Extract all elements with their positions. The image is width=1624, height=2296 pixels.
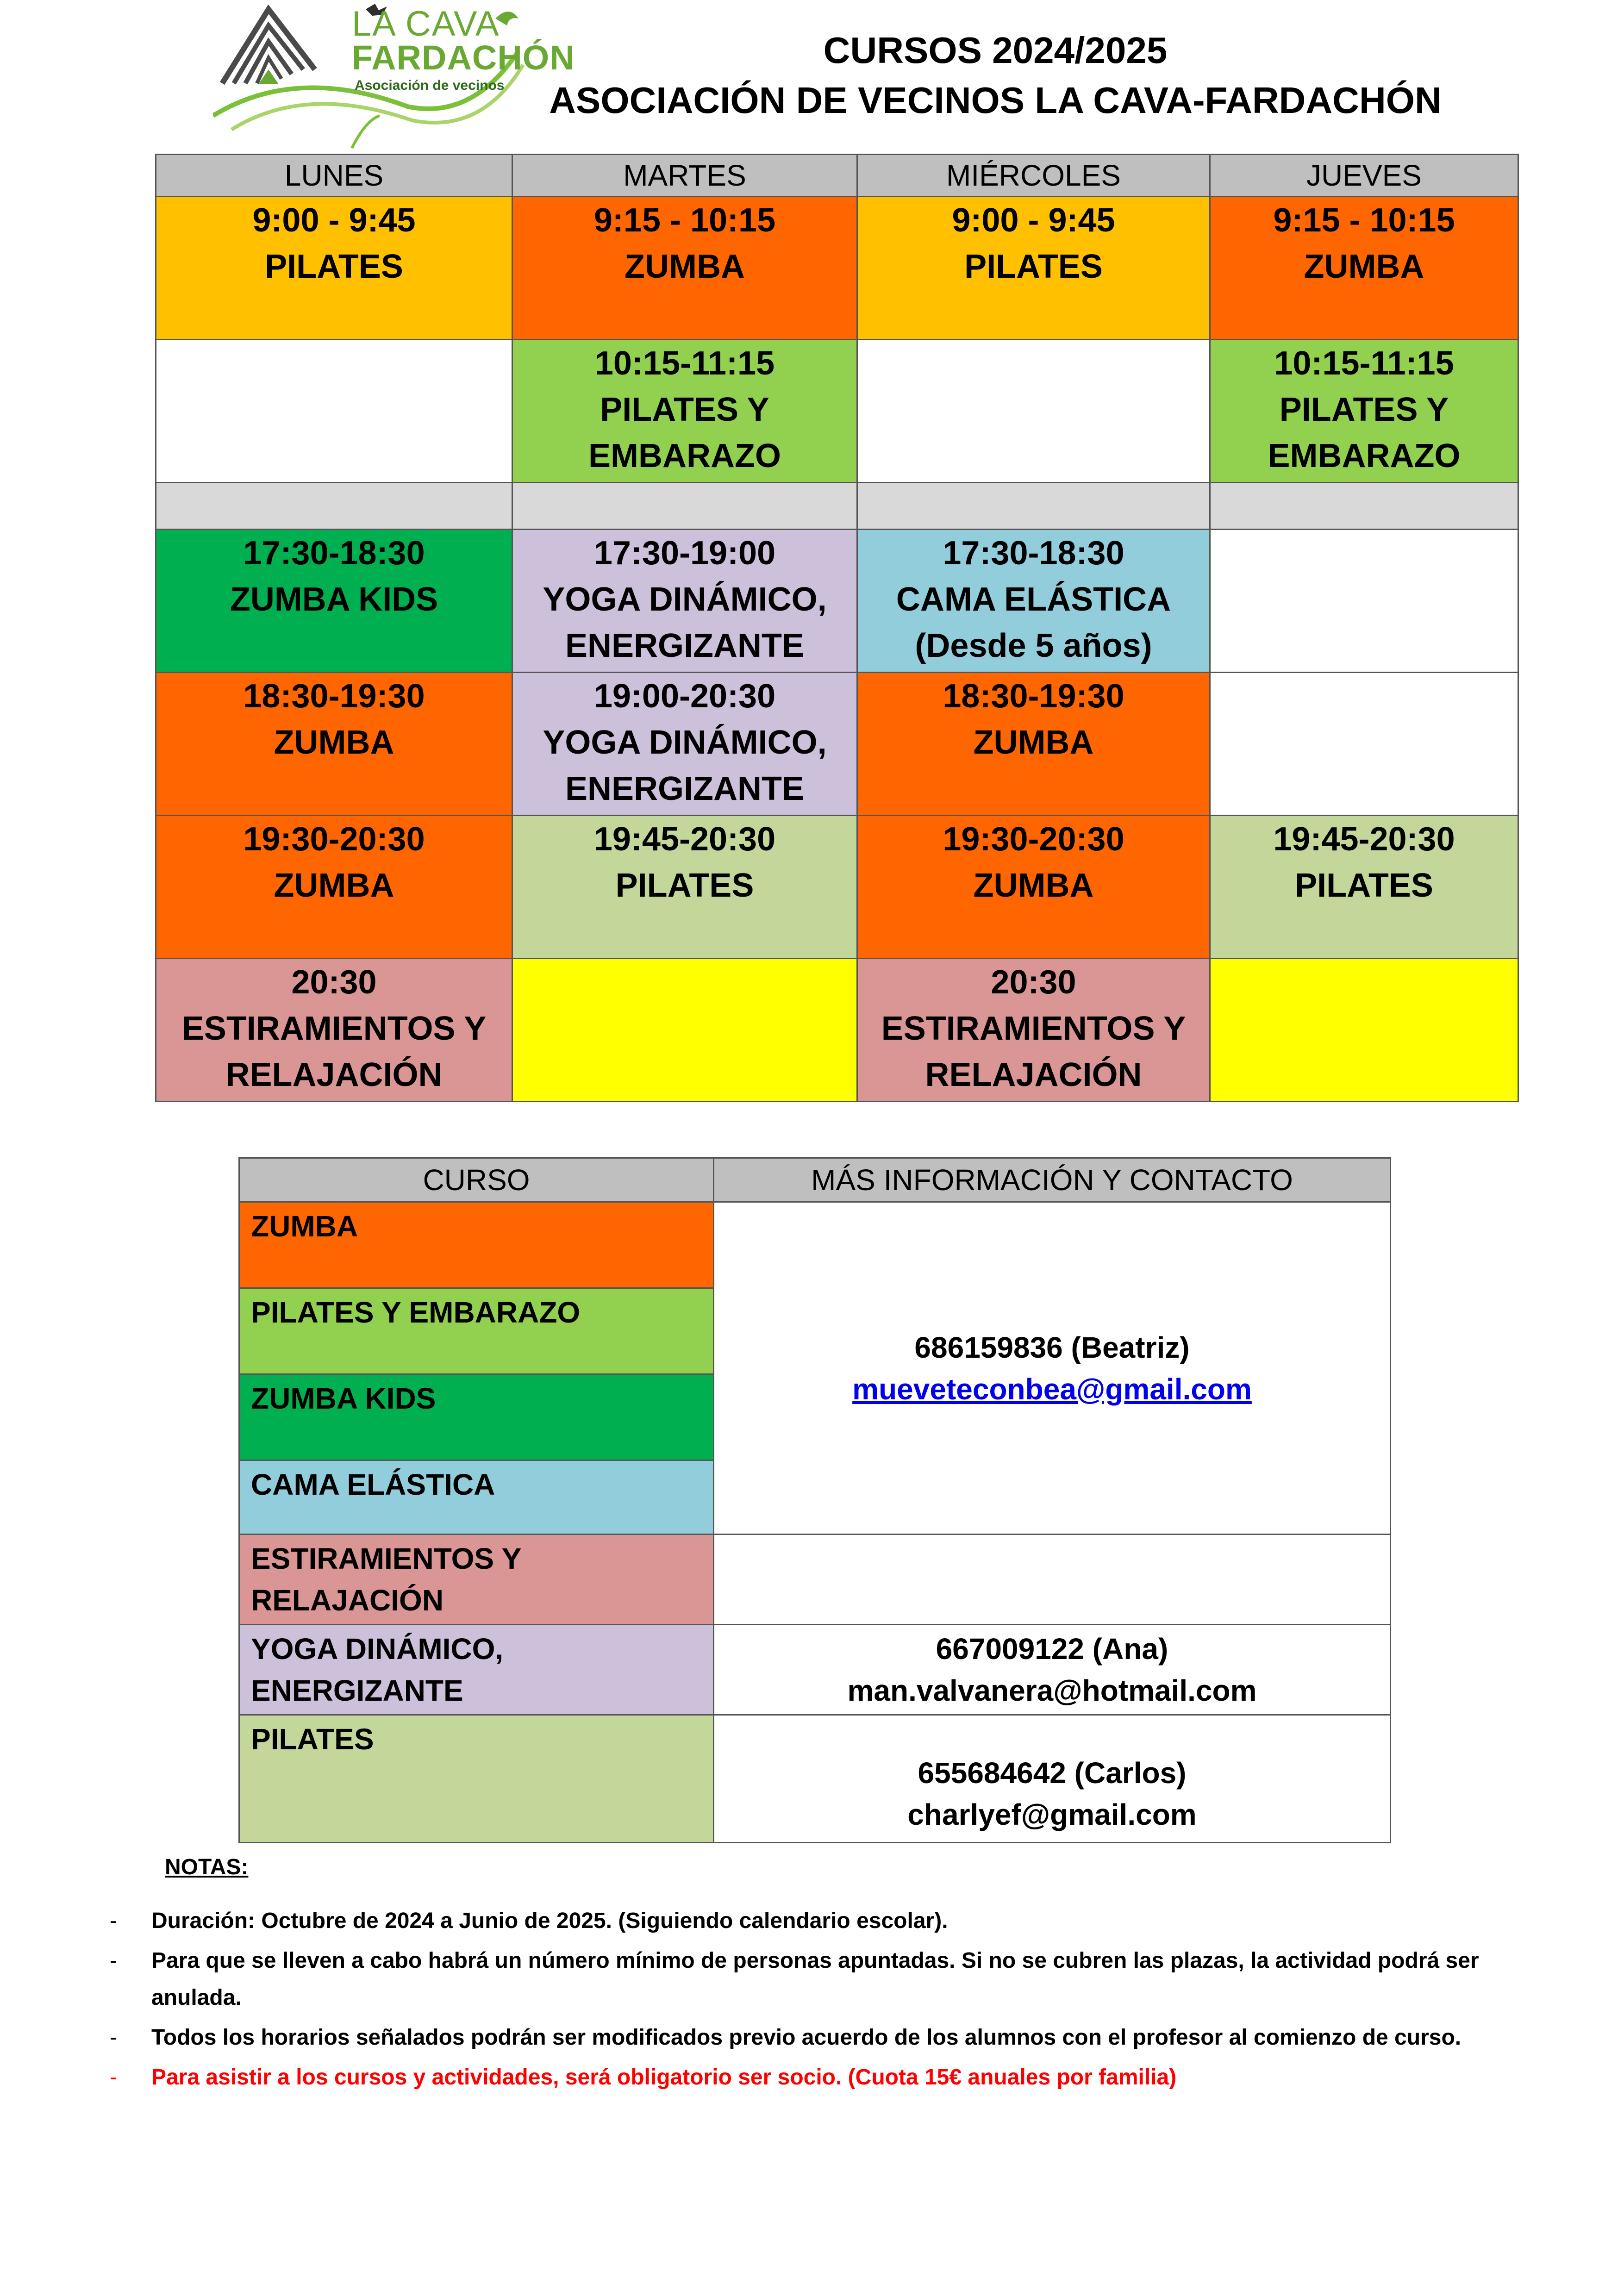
note-text: Para asistir a los cursos y actividades, será obligatorio ser socio. (Cuota 15€ anuales por familia) (151, 2065, 1177, 2090)
class-cell (156, 197, 512, 340)
class-cell (156, 530, 512, 673)
course-name: PILATES (239, 1715, 714, 1843)
note-item (104, 1942, 1493, 2016)
class-time: 19:00-20:30 (593, 678, 776, 715)
class-cell (1210, 816, 1518, 959)
class-name: YOGA DINÁMICO, ENERGIZANTE (543, 724, 827, 807)
class-time: 20:30 (291, 964, 377, 1001)
class-name: ZUMBA (274, 724, 394, 761)
page-subtitle: ASOCIACIÓN DE VECINOS LA CAVA-FARDACHÓN (549, 80, 1442, 121)
schedule-row-evening-2 (156, 673, 1518, 816)
class-name: PILATES Y EMBARAZO (1268, 391, 1461, 474)
logo-text-fardachon: FARDACHÓN (352, 38, 575, 77)
info-column-header: MÁS INFORMACIÓN Y CONTACTO (714, 1158, 1391, 1202)
day-header-miercoles: MIÉRCOLES (857, 155, 1210, 197)
carlos-contact (714, 1715, 1391, 1843)
association-logo (213, 0, 575, 153)
note-item (104, 1903, 1493, 1940)
carlos-email: charlyef@gmail.com (907, 1798, 1197, 1831)
page-header (509, 25, 1481, 125)
class-name: PILATES (1295, 867, 1433, 904)
class-name: ZUMBA (625, 248, 745, 285)
class-time: 9:15 - 10:15 (1273, 202, 1455, 239)
class-cell (857, 197, 1210, 340)
note-dash: - (110, 1909, 117, 1933)
schedule-row-evening-4 (156, 959, 1518, 1102)
class-name: ZUMBA (973, 724, 1094, 761)
contact-row (239, 1715, 1391, 1843)
course-name: ZUMBA KIDS (239, 1374, 714, 1460)
class-name: PILATES (265, 248, 403, 285)
class-time: 17:30-18:30 (943, 535, 1124, 572)
separator-cell (857, 483, 1210, 530)
class-time: 19:45-20:30 (1273, 821, 1455, 858)
contact-row (239, 1535, 1391, 1625)
class-name: ESTIRAMIENTOS Y RELAJACIÓN (881, 1010, 1186, 1093)
class-cell (857, 530, 1210, 673)
empty-cell (1210, 959, 1518, 1102)
class-name: PILATES (964, 248, 1103, 285)
beatriz-email-link[interactable]: mueveteconbea@gmail.com (852, 1372, 1252, 1406)
class-cell (512, 673, 857, 816)
note-text: Todos los horarios señalados podrán ser modificados previo acuerdo de los alumnos con el profesor al comienzo de curso. (151, 2025, 1462, 2050)
schedule-table (155, 154, 1519, 1102)
carlos-phone: 655684642 (Carlos) (918, 1756, 1187, 1790)
contact-row (239, 1202, 1391, 1288)
class-name: YOGA DINÁMICO, ENERGIZANTE (543, 581, 827, 664)
class-name: CAMA ELÁSTICA (Desde 5 años) (896, 581, 1171, 664)
empty-contact-cell (714, 1535, 1391, 1625)
notes-title: NOTAS: (165, 1855, 249, 1879)
schedule-row-evening-1 (156, 530, 1518, 673)
class-name: PILATES Y EMBARAZO (588, 391, 781, 474)
note-dash: - (110, 1948, 117, 1973)
note-item-warning (104, 2059, 1493, 2096)
empty-cell (857, 340, 1210, 483)
schedule-row-morning-1 (156, 197, 1518, 340)
class-cell (857, 673, 1210, 816)
note-dash: - (110, 2065, 117, 2090)
separator-cell (156, 483, 512, 530)
contact-row (239, 1625, 1391, 1715)
class-time: 10:15-11:15 (594, 345, 775, 382)
contact-table (238, 1157, 1391, 1843)
ana-contact (714, 1625, 1391, 1715)
class-time: 18:30-19:30 (243, 678, 425, 715)
class-time: 19:45-20:30 (593, 821, 776, 858)
beatriz-contact (714, 1202, 1391, 1535)
class-name: ZUMBA (1304, 248, 1424, 285)
empty-cell (512, 959, 857, 1102)
day-header-lunes: LUNES (156, 155, 512, 197)
class-cell (857, 816, 1210, 959)
class-cell (1210, 197, 1518, 340)
ana-email: man.valvanera@hotmail.com (847, 1674, 1257, 1707)
class-name: ZUMBA (973, 867, 1094, 904)
class-cell (512, 340, 857, 483)
class-time: 9:15 - 10:15 (593, 202, 776, 239)
empty-cell (1210, 530, 1518, 673)
note-text: Duración: Octubre de 2024 a Junio de 2025. (Siguiendo calendario escolar). (151, 1909, 948, 1933)
class-time: 9:00 - 9:45 (952, 202, 1115, 239)
class-name: ESTIRAMIENTOS Y RELAJACIÓN (181, 1010, 487, 1093)
notes-list (104, 1903, 1493, 2099)
class-cell (512, 197, 857, 340)
class-time: 19:30-20:30 (243, 821, 425, 858)
class-time: 20:30 (991, 964, 1076, 1001)
class-cell (512, 816, 857, 959)
separator-cell (512, 483, 857, 530)
schedule-separator-row (156, 483, 1518, 530)
class-cell (156, 816, 512, 959)
class-cell (512, 530, 857, 673)
class-name: ZUMBA (274, 867, 394, 904)
class-cell (1210, 340, 1518, 483)
schedule-header-row (156, 155, 1518, 197)
ana-phone: 667009122 (Ana) (936, 1632, 1168, 1666)
page-title: CURSOS 2024/2025 (823, 30, 1168, 71)
course-column-header: CURSO (239, 1158, 714, 1202)
contact-header-row (239, 1158, 1391, 1202)
course-name: ZUMBA (239, 1202, 714, 1288)
class-cell (156, 959, 512, 1102)
class-time: 19:30-20:30 (943, 821, 1124, 858)
class-cell (156, 673, 512, 816)
schedule-row-evening-3 (156, 816, 1518, 959)
class-name: PILATES (615, 867, 754, 904)
class-time: 9:00 - 9:45 (252, 202, 416, 239)
day-header-jueves: JUEVES (1210, 155, 1518, 197)
course-name: YOGA DINÁMICO, ENERGIZANTE (239, 1625, 714, 1715)
class-name: ZUMBA KIDS (230, 581, 438, 618)
note-item (104, 2019, 1493, 2056)
schedule-row-morning-2 (156, 340, 1518, 483)
course-name: PILATES Y EMBARAZO (239, 1288, 714, 1374)
course-name: ESTIRAMIENTOS Y RELAJACIÓN (239, 1535, 714, 1625)
class-cell (857, 959, 1210, 1102)
logo-text-la-cava: LA CAVA (352, 4, 500, 44)
class-time: 17:30-18:30 (243, 535, 425, 572)
day-header-martes: MARTES (512, 155, 857, 197)
logo-text-asociacion: Asociación de vecinos (355, 78, 505, 93)
course-name: CAMA ELÁSTICA (239, 1460, 714, 1535)
class-time: 18:30-19:30 (943, 678, 1124, 715)
empty-cell (156, 340, 512, 483)
separator-cell (1210, 483, 1518, 530)
class-time: 10:15-11:15 (1274, 345, 1454, 382)
beatriz-phone: 686159836 (Beatriz) (914, 1330, 1190, 1364)
note-text: Para que se lleven a cabo habrá un número mínimo de personas apuntadas. Si no se cubren las plazas, la actividad podrá ser anulada. (151, 1948, 1479, 2010)
empty-cell (1210, 673, 1518, 816)
class-time: 17:30-19:00 (593, 535, 776, 572)
note-dash: - (110, 2025, 117, 2050)
